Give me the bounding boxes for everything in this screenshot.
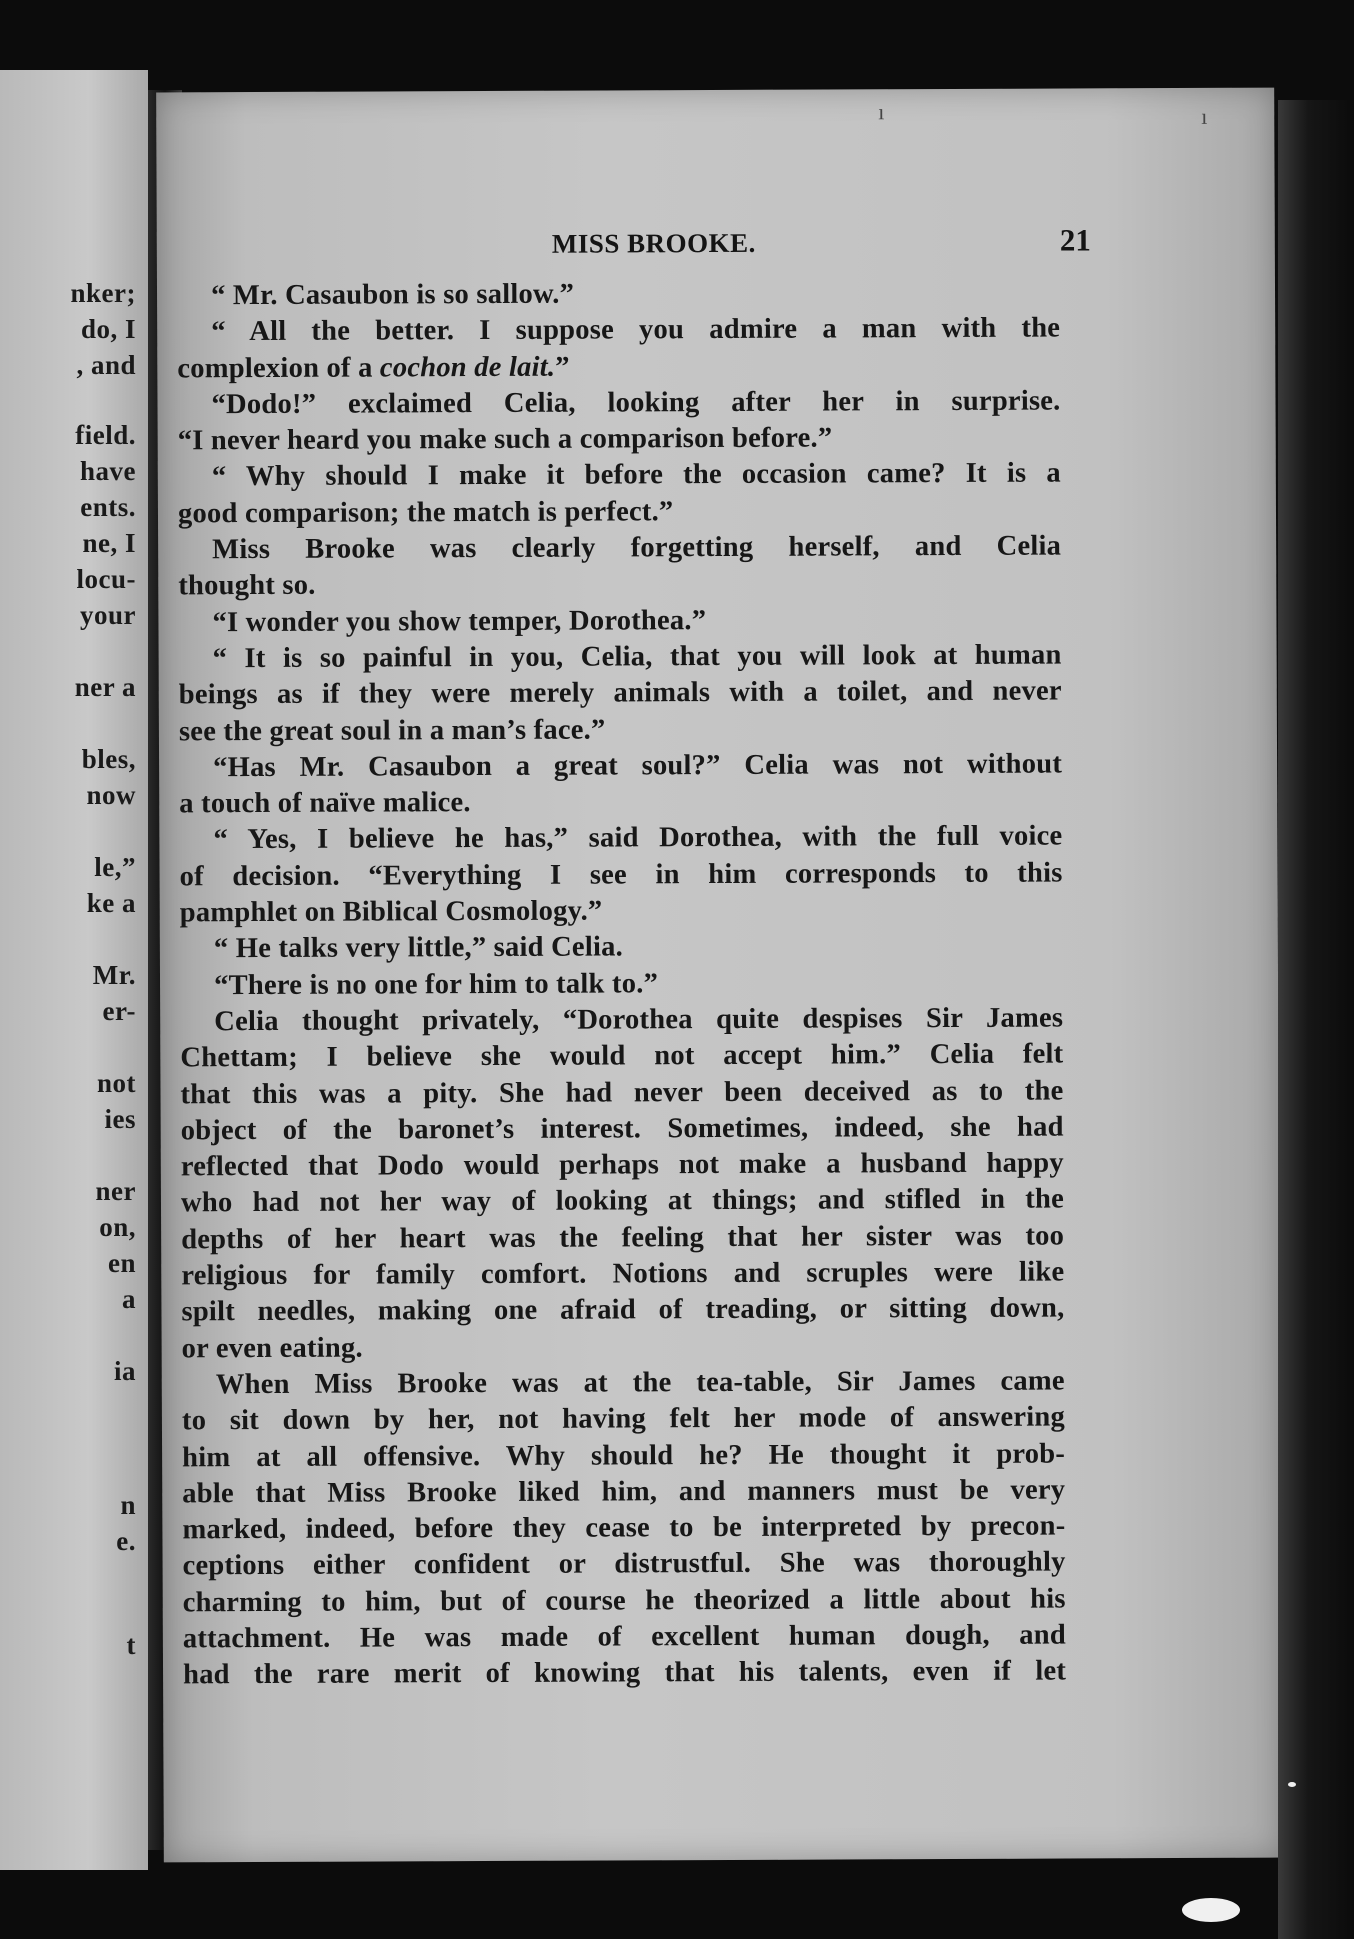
left-page-fragment: n xyxy=(120,1490,136,1520)
italic-phrase: cochon de lait. xyxy=(379,351,556,384)
left-page-fragment: your xyxy=(80,600,136,630)
left-page-fragment: on, xyxy=(99,1212,136,1242)
left-page-fragment: Mr. xyxy=(92,960,136,990)
text-line: “ All the better. I suppose you admire a man with the xyxy=(211,312,1061,348)
text-line: “ He talks very little,” said Celia. xyxy=(213,931,624,965)
left-page-fragment: , and xyxy=(76,350,136,380)
text-line: to sit down by her, not having felt her mode of answering xyxy=(181,1401,1066,1437)
text-line: “Dodo!” exclaimed Celia, looking after her in surprise. xyxy=(211,385,1061,421)
left-page-fragment: er- xyxy=(102,996,136,1026)
text-line: spilt needles, making one afraid of treading, or sitting down, xyxy=(181,1292,1065,1328)
text-line: had the rare merit of knowing that his talents, even if let xyxy=(182,1655,1067,1691)
left-page-fragment: ne, I xyxy=(82,528,136,558)
text-line: that this was a pity. She had never been deceived as to the xyxy=(180,1075,1064,1110)
text-line: object of the baronet’s interest. Sometimes, indeed, she had xyxy=(180,1111,1064,1147)
text-line: good comparison; the match is perfect.” xyxy=(177,495,674,530)
left-page-fragment: now xyxy=(86,780,136,810)
text-line: religious for family comfort. Notions and scruples were like xyxy=(181,1256,1065,1292)
text-line: marked, indeed, before they cease to be interpreted by precon- xyxy=(182,1510,1066,1546)
left-page-fragment: e. xyxy=(116,1526,136,1556)
text-line: charming to him, but of course he theorized a little about his xyxy=(182,1583,1066,1619)
text-line: see the great soul in a man’s face.” xyxy=(178,714,606,747)
text-line: Miss Brooke was clearly forgetting herself, and Celia xyxy=(212,530,1062,566)
text-line: “I never heard you make such a comparison before.” xyxy=(177,422,833,457)
body-text xyxy=(177,275,1066,1694)
text-line: “I wonder you show temper, Dorothea.” xyxy=(212,604,707,638)
text-line: “ Mr. Casaubon is so sallow.” xyxy=(210,278,575,312)
left-page-fragment: have xyxy=(80,456,136,486)
page-mark: ı xyxy=(878,99,885,125)
text-line: Celia thought privately, “Dorothea quite despises Sir James xyxy=(214,1002,1064,1038)
text-line: of decision. “Everything I see in him corresponds to this xyxy=(179,857,1063,893)
left-page-fragment: ies xyxy=(104,1104,136,1134)
text-line: pamphlet on Biblical Cosmology.” xyxy=(179,895,603,929)
left-page-fragment: ia xyxy=(113,1356,136,1386)
text-line: ceptions either confident or distrustful. She was thoroughly xyxy=(182,1546,1066,1582)
text-line: “ Yes, I believe he has,” said Dorothea, with the full voice xyxy=(213,820,1063,856)
left-page-fragment: bles, xyxy=(81,744,136,774)
book-page xyxy=(156,88,1282,1863)
text-line: who had not her way of looking at things; and stifled in the xyxy=(180,1183,1065,1219)
text-line: “There is no one for him to talk to.” xyxy=(213,967,659,1001)
page-number: 21 xyxy=(1059,222,1091,258)
page-mark: ı xyxy=(1201,103,1208,129)
left-page-fragment: t xyxy=(126,1630,136,1660)
text-line: him at all offensive. Why should he? He thought it prob- xyxy=(182,1437,1066,1473)
left-facing-page xyxy=(0,70,148,1870)
scan-speck xyxy=(1182,1898,1240,1922)
left-page-fragment: do, I xyxy=(80,314,136,344)
text-line: thought so. xyxy=(178,570,316,602)
text-line: “ It is so painful in you, Celia, that you will look at human xyxy=(212,639,1062,675)
left-page-fragment: ner a xyxy=(74,672,136,702)
text-line: reflected that Dodo would perhaps not make a husband happy xyxy=(180,1147,1064,1183)
running-head xyxy=(157,222,1257,259)
text-line: able that Miss Brooke liked him, and manners must be very xyxy=(182,1474,1066,1510)
left-page-fragment: ner xyxy=(95,1176,136,1206)
left-page-fragment: nker; xyxy=(70,278,136,308)
text-line: Chettam; I believe she would not accept him.” Celia felt xyxy=(180,1038,1064,1074)
text-line: depths of her heart was the feeling that her sister was too xyxy=(181,1220,1065,1256)
left-page-fragment: not xyxy=(96,1068,136,1098)
text-line: a touch of naïve malice. xyxy=(179,787,471,820)
text-line: “ Why should I make it before the occasion came? It is a xyxy=(211,457,1061,493)
book-edge-shadow xyxy=(1278,100,1354,1939)
left-page-fragment: field. xyxy=(75,420,136,450)
scan-speck xyxy=(1288,1782,1296,1787)
left-page-fragment: en xyxy=(108,1248,136,1278)
running-head-title: MISS BROOKE. xyxy=(551,227,756,259)
text-line: or even eating. xyxy=(181,1332,363,1364)
left-page-fragment: a xyxy=(122,1284,136,1314)
left-page-fragment: locu- xyxy=(76,564,136,594)
text-line: attachment. He was made of excellent human dough, and xyxy=(182,1619,1066,1655)
left-page-fragment: ents. xyxy=(80,492,136,522)
text-line: complexion of a cochon de lait.” xyxy=(177,351,570,384)
text-line: beings as if they were merely animals with a toilet, and never xyxy=(178,675,1062,711)
text-line: “Has Mr. Casaubon a great soul?” Celia was not without xyxy=(213,748,1063,784)
left-page-fragment: ke a xyxy=(86,888,136,918)
left-page-fragment: le,” xyxy=(94,852,136,882)
text-line: When Miss Brooke was at the tea-table, Sir James came xyxy=(215,1365,1065,1401)
